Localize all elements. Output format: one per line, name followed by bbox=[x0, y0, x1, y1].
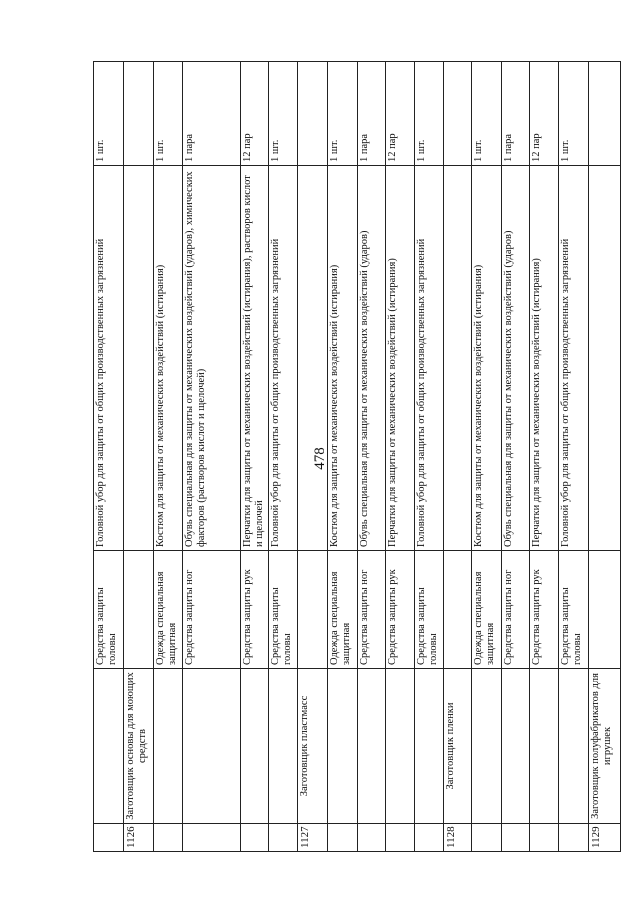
equipment-table bbox=[93, 61, 621, 852]
category-cell: Средства защиты рук bbox=[530, 551, 559, 669]
category-cell: Средства защиты ног bbox=[502, 551, 530, 669]
profession-cell bbox=[530, 669, 559, 824]
quantity-cell: 1 шт. bbox=[269, 62, 298, 166]
table-row bbox=[589, 62, 621, 852]
number-cell bbox=[94, 824, 124, 852]
quantity-cell bbox=[444, 62, 472, 166]
table-body bbox=[94, 62, 621, 852]
category-cell: Одежда специальная защитная bbox=[154, 551, 183, 669]
profession-cell: Заготовщик полуфабрикатов для игрушек bbox=[589, 669, 621, 824]
category-cell: Средства защиты рук bbox=[241, 551, 269, 669]
number-cell bbox=[415, 824, 444, 852]
table-row bbox=[502, 62, 530, 852]
category-cell: Средства защиты головы bbox=[415, 551, 444, 669]
number-cell bbox=[269, 824, 298, 852]
table-row bbox=[154, 62, 183, 852]
number-cell bbox=[559, 824, 589, 852]
item-cell: Перчатки для защиты от механических воздействий (истирания), растворов кислот и щелочей bbox=[241, 166, 269, 551]
category-cell: Средства защиты головы bbox=[559, 551, 589, 669]
quantity-cell: 1 пара bbox=[183, 62, 241, 166]
item-cell: Перчатки для защиты от механических воздействий (истирания) bbox=[386, 166, 415, 551]
table-row bbox=[183, 62, 241, 852]
quantity-cell: 12 пар bbox=[530, 62, 559, 166]
item-cell bbox=[298, 166, 328, 551]
number-cell bbox=[386, 824, 415, 852]
quantity-cell: 1 шт. bbox=[559, 62, 589, 166]
profession-cell bbox=[386, 669, 415, 824]
profession-cell: Заготовщик пластмасс bbox=[298, 669, 328, 824]
profession-cell: Заготовщик основы для моющих средств bbox=[124, 669, 154, 824]
number-cell bbox=[328, 824, 358, 852]
category-cell: Средства защиты головы bbox=[94, 551, 124, 669]
table-row bbox=[472, 62, 502, 852]
item-cell: Головной убор для защиты от общих производственных загрязнений bbox=[559, 166, 589, 551]
item-cell: Головной убор для защиты от общих производственных загрязнений bbox=[94, 166, 124, 551]
profession-cell bbox=[94, 669, 124, 824]
table-row bbox=[241, 62, 269, 852]
item-cell bbox=[589, 166, 621, 551]
table-row bbox=[444, 62, 472, 852]
profession-cell bbox=[328, 669, 358, 824]
rotated-table-region bbox=[93, 62, 614, 852]
table-row bbox=[269, 62, 298, 852]
table-row bbox=[298, 62, 328, 852]
number-cell bbox=[241, 824, 269, 852]
number-cell: 1127 bbox=[298, 824, 328, 852]
item-cell: Обувь специальная для защиты от механических воздействий (ударов), химических факторов (растворов кислот и щелочей) bbox=[183, 166, 241, 551]
item-cell: Костюм для защиты от механических воздействий (истирания) bbox=[472, 166, 502, 551]
quantity-cell: 1 шт. bbox=[154, 62, 183, 166]
quantity-cell: 1 шт. bbox=[94, 62, 124, 166]
category-cell: Одежда специальная защитная bbox=[328, 551, 358, 669]
profession-cell bbox=[269, 669, 298, 824]
number-cell bbox=[358, 824, 386, 852]
table-row bbox=[94, 62, 124, 852]
profession-cell bbox=[183, 669, 241, 824]
category-cell: Средства защиты рук bbox=[386, 551, 415, 669]
item-cell: Перчатки для защиты от механических воздействий (истирания) bbox=[530, 166, 559, 551]
item-cell: Обувь специальная для защиты от механических воздействий (ударов) bbox=[358, 166, 386, 551]
category-cell bbox=[124, 551, 154, 669]
quantity-cell bbox=[589, 62, 621, 166]
number-cell: 1128 bbox=[444, 824, 472, 852]
profession-cell bbox=[472, 669, 502, 824]
item-cell: Костюм для защиты от механических воздействий (истирания) bbox=[154, 166, 183, 551]
table-row bbox=[358, 62, 386, 852]
item-cell: Обувь специальная для защиты от механических воздействий (ударов) bbox=[502, 166, 530, 551]
item-cell: Головной убор для защиты от общих производственных загрязнений bbox=[269, 166, 298, 551]
table-row bbox=[124, 62, 154, 852]
table-row bbox=[559, 62, 589, 852]
category-cell bbox=[589, 551, 621, 669]
table-row bbox=[328, 62, 358, 852]
profession-cell bbox=[415, 669, 444, 824]
quantity-cell bbox=[124, 62, 154, 166]
item-cell bbox=[444, 166, 472, 551]
number-cell: 1129 bbox=[589, 824, 621, 852]
category-cell: Средства защиты головы bbox=[269, 551, 298, 669]
number-cell bbox=[530, 824, 559, 852]
quantity-cell: 1 шт. bbox=[415, 62, 444, 166]
quantity-cell bbox=[298, 62, 328, 166]
number-cell bbox=[472, 824, 502, 852]
quantity-cell: 1 пара bbox=[502, 62, 530, 166]
profession-cell bbox=[241, 669, 269, 824]
number-cell bbox=[183, 824, 241, 852]
table-row bbox=[415, 62, 444, 852]
category-cell bbox=[444, 551, 472, 669]
item-cell: Головной убор для защиты от общих производственных загрязнений bbox=[415, 166, 444, 551]
profession-cell: Заготовщик пленки bbox=[444, 669, 472, 824]
quantity-cell: 12 пар bbox=[386, 62, 415, 166]
quantity-cell: 1 пара bbox=[358, 62, 386, 166]
profession-cell bbox=[358, 669, 386, 824]
number-cell bbox=[154, 824, 183, 852]
profession-cell bbox=[559, 669, 589, 824]
profession-cell bbox=[154, 669, 183, 824]
table-row bbox=[530, 62, 559, 852]
quantity-cell: 12 пар bbox=[241, 62, 269, 166]
quantity-cell: 1 шт. bbox=[328, 62, 358, 166]
item-cell bbox=[124, 166, 154, 551]
table-row bbox=[386, 62, 415, 852]
profession-cell bbox=[502, 669, 530, 824]
page-number: 478 bbox=[311, 446, 328, 470]
category-cell: Средства защиты ног bbox=[183, 551, 241, 669]
category-cell: Средства защиты ног bbox=[358, 551, 386, 669]
category-cell bbox=[298, 551, 328, 669]
category-cell: Одежда специальная защитная bbox=[472, 551, 502, 669]
item-cell: Костюм для защиты от механических воздействий (истирания) bbox=[328, 166, 358, 551]
number-cell: 1126 bbox=[124, 824, 154, 852]
quantity-cell: 1 шт. bbox=[472, 62, 502, 166]
number-cell bbox=[502, 824, 530, 852]
